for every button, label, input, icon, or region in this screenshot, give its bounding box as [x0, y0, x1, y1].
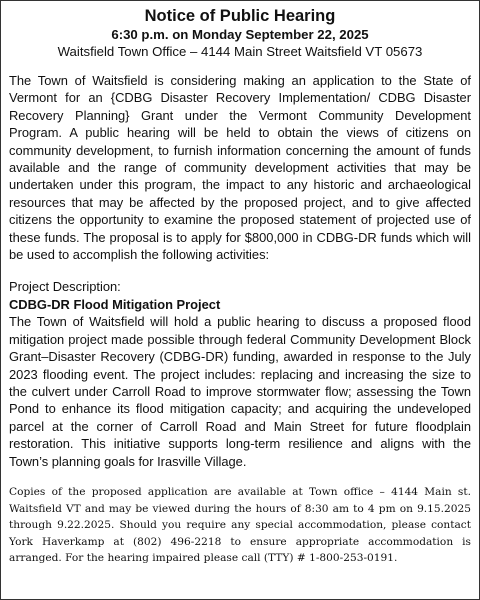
- notice-title: Notice of Public Hearing: [144, 7, 336, 25]
- project-description: The Town of Waitsfield will hold a public hearing to discuss a proposed flood mitigation project made possible through federal Community Development Block Grant–Disaster Recovery (CDBG-DR) funding, awarded in response to the July 2023 flooding event. The project includes: replacing and increasing the size to the culvert under Carroll Road to improve stormwater flow; assessing the Town Pond to enhance its flood mitigation capacity; and acquiring the undeveloped parcel at the corner of Carroll Road and Main Street for future floodplain restoration. This initiative supports long-term resilience and aligns with the Town’s planning goals for Irasville Village.: [9, 314, 471, 469]
- hearing-datetime: 6:30 p.m. on Monday September 22, 2025: [111, 27, 369, 42]
- project-description-label: Project Description:: [9, 279, 121, 295]
- project-title: CDBG-DR Flood Mitigation Project: [9, 296, 221, 312]
- notice-header: [9, 7, 471, 60]
- intro-paragraph: The Town of Waitsfield is considering making an application to the State of Vermont for an {CDBG Disaster Recovery Implementation/ CDBG Disaster Recovery Planning} Grant under the Vermont Community Development Program. A public hearing will be held to obtain the views of citizens on community development, to furnish information concerning the amount of funds available and the range of community development activities that may be undertaken under this program, the impact to any historic and archaeological resources that may be affected by the proposed project, and to give affected citizens the opportunity to examine the proposed statement of projected use of these funds. The proposal is to apply for $800,000 in CDBG-DR funds which will be used to accomplish the following activities:: [9, 73, 471, 263]
- hearing-location: Waitsfield Town Office – 4144 Main Street Waitsfield VT 05673: [57, 44, 423, 59]
- availability-paragraph: Copies of the proposed application are available at Town office – 4144 Main st. Waitsfield VT and may be viewed during the hours of 8:30 am to 4 pm on 9.15.2025 through 9.22.2025. Should you require any special accommodation, please contact York Haverkamp at (802) 496-2218 to ensure appropriate accommodation is arranged. For the hearing impaired please call (TTY) # 1-800-253-0191.: [9, 485, 471, 565]
